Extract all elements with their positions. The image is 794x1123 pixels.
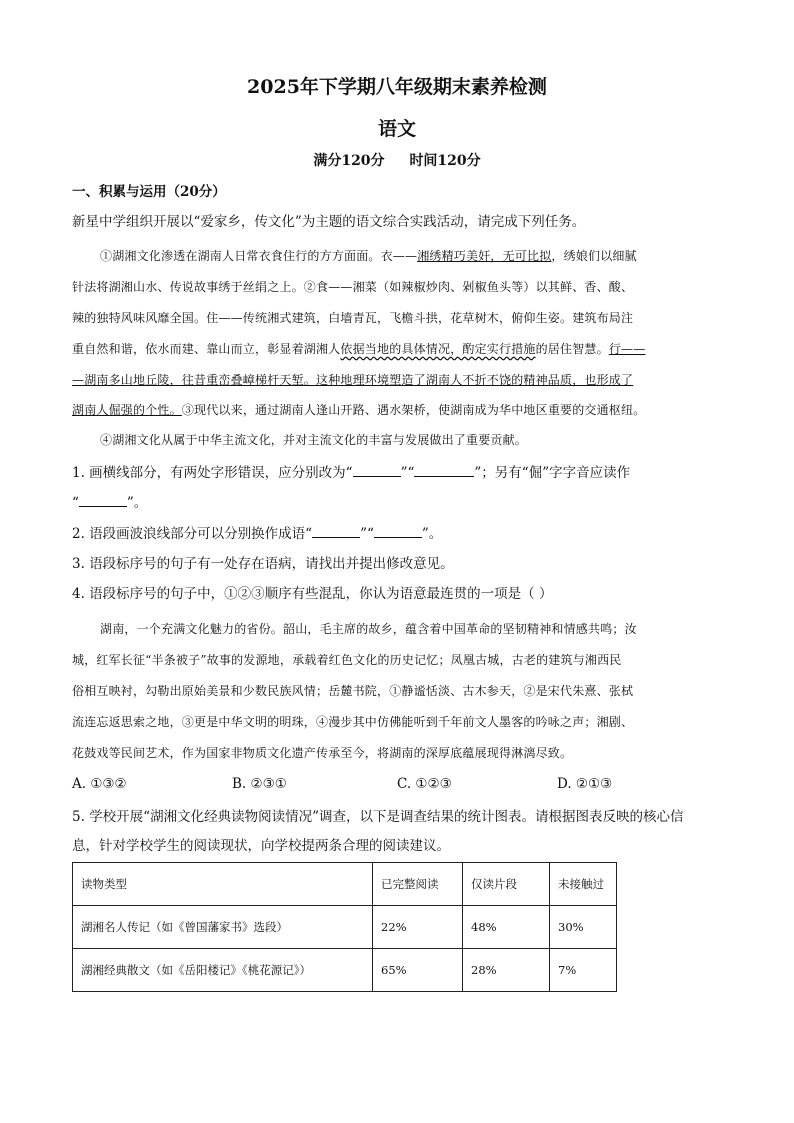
- table-header-row: [73, 863, 617, 906]
- passage-line-4: [72, 339, 722, 359]
- question-text: 1. 画横线部分，有两处字形错误，应分别改为“: [72, 465, 353, 481]
- passage-line-7: ④湖湘文化从属于中华主流文化，并对主流文化的丰富与发展做出了重要贡献。: [100, 433, 528, 447]
- option-c[interactable]: C. ①②③: [397, 776, 452, 792]
- option-b[interactable]: B. ②③①: [232, 776, 287, 792]
- table-header: 读物类型: [73, 863, 373, 906]
- passage2-line-1: 湖南，一个充满文化魅力的省份。韶山，毛主席的故乡，蕴含着中国革命的坚韧精神和情感共鸣；汝: [100, 622, 637, 636]
- passage-line-3: 辣的独特风味风靡全国。住——传统湘式建筑，白墙青瓦，飞檐斗拱，花草树木，俯仰生姿。建筑布局注: [72, 311, 634, 325]
- table-cell: 65%: [373, 949, 463, 992]
- table-cell: 48%: [463, 906, 550, 949]
- table-cell: 22%: [373, 906, 463, 949]
- option-a[interactable]: A. ①③②: [72, 776, 127, 792]
- table-header: 仅读片段: [463, 863, 550, 906]
- wavy-underlined-text: 依据当地的具体情况，酌定实行措施: [340, 342, 536, 356]
- underlined-text: 行——: [608, 342, 646, 356]
- question-text: 2. 语段画波浪线部分可以分别换作成语“: [72, 526, 313, 542]
- underlined-text: 湘绣精巧美奸，无可比拟: [417, 249, 552, 263]
- question-2: [72, 523, 722, 544]
- passage-text: ，绣娘们以细腻: [551, 249, 637, 263]
- answer-blank[interactable]: [312, 523, 360, 538]
- passage2-line-2: 城，红军长征“半条被子”故事的发源地，承载着红色文化的历史记忆；凤凰古城，古老的建筑与湘西民: [72, 653, 622, 667]
- section-heading: 一、积累与运用（20分）: [72, 184, 226, 200]
- table-header: 未接触过: [550, 863, 617, 906]
- question-3: 3. 语段标序号的句子有一处存在语病，请找出并提出修改意见。: [72, 556, 454, 572]
- option-d[interactable]: D. ②①③: [557, 776, 613, 792]
- question-1-cont: [72, 492, 722, 513]
- question-text: “: [72, 495, 79, 511]
- question-1: [72, 462, 722, 483]
- question-text: ”。: [126, 495, 148, 511]
- answer-blank[interactable]: [353, 462, 401, 477]
- table-header: 已完整阅读: [373, 863, 463, 906]
- table-cell: 湖湘名人传记（如《曾国藩家书》选段）: [73, 906, 373, 949]
- table-cell: 湖湘经典散文（如《岳阳楼记》《桃花源记》）: [73, 949, 373, 992]
- question-text: ”；另有“倔”字字音应读作: [474, 465, 631, 481]
- table-cell: 7%: [550, 949, 617, 992]
- exam-title: 2025年下学期八年级期末素养检测: [247, 76, 547, 98]
- exam-time: 时间120分: [409, 153, 481, 169]
- passage-line-6: [72, 400, 722, 420]
- underlined-text: 湖南人倔强的个性。: [72, 403, 182, 417]
- passage2-line-5: 花鼓戏等民间艺术，作为国家非物质文化遗产传承至今，将湖南的深厚底蕴展现得淋漓尽致。: [72, 746, 573, 760]
- answer-blank[interactable]: [374, 523, 422, 538]
- passage-text: ①湖湘文化渗透在湖南人日常衣食住行的方方面面。衣——: [100, 249, 418, 263]
- passage2-line-4: 流连忘返思索之地，③更是中华文明的明珠，④漫步其中仿佛能听到千年前文人墨客的吟咏之声；湘剧、: [72, 715, 634, 729]
- table-cell: 30%: [550, 906, 617, 949]
- table-cell: 28%: [463, 949, 550, 992]
- passage-line-2: 针法将湖湘山水、传说故事绣于丝绢之上。②食——湘菜（如辣椒炒肉、剁椒鱼头等）以其鲜、香、酸、: [72, 280, 634, 294]
- passage-text: 重自然和谐，依水而建、靠山而立，彰显着湖湘人: [72, 342, 341, 356]
- question-text: ”。: [421, 526, 443, 542]
- passage-line-5: —湖南多山地丘陵，往昔重峦叠嶂梯杆天堑。这种地理环境塑造了湖南人不折不饶的精神品质，也形成了: [72, 373, 634, 387]
- subject-title: 语文: [377, 118, 416, 140]
- full-score: 满分120分: [313, 153, 385, 169]
- reading-survey-table: [72, 862, 617, 992]
- passage-text: ③现代以来，通过湖南人逢山开路、遇水架桥，使湖南成为华中地区重要的交通枢纽。: [181, 403, 646, 417]
- section-intro: 新星中学组织开展以“爱家乡，传文化”为主题的语文综合实践活动，请完成下列任务。: [72, 214, 586, 230]
- answer-blank[interactable]: [414, 462, 474, 477]
- table-row: [73, 949, 617, 992]
- passage-text: 的居住智慧。: [535, 342, 609, 356]
- question-4: 4. 语段标序号的句子中，①②③顺序有些混乱，你认为语意最连贯的一项是（ ）: [72, 586, 553, 602]
- question-5: 5. 学校开展“湖湘文化经典读物阅读情况”调查，以下是调查结果的统计图表。请根据图表反映的核心信: [72, 809, 684, 825]
- question-text: ”“: [360, 526, 374, 542]
- answer-blank[interactable]: [79, 492, 127, 507]
- exam-info: [0, 150, 794, 170]
- table-row: [73, 906, 617, 949]
- passage-line-1: [100, 246, 750, 266]
- passage2-line-3: 俗相互映衬，勾勒出原始美景和少数民族风情；岳麓书院，①静谧恬淡、古木参天，②是宋代朱熹、张栻: [72, 684, 634, 698]
- question-text: ”“: [400, 465, 415, 481]
- question-5-cont: 息，针对学校学生的阅读现状，向学校提两条合理的阅读建议。: [72, 838, 450, 854]
